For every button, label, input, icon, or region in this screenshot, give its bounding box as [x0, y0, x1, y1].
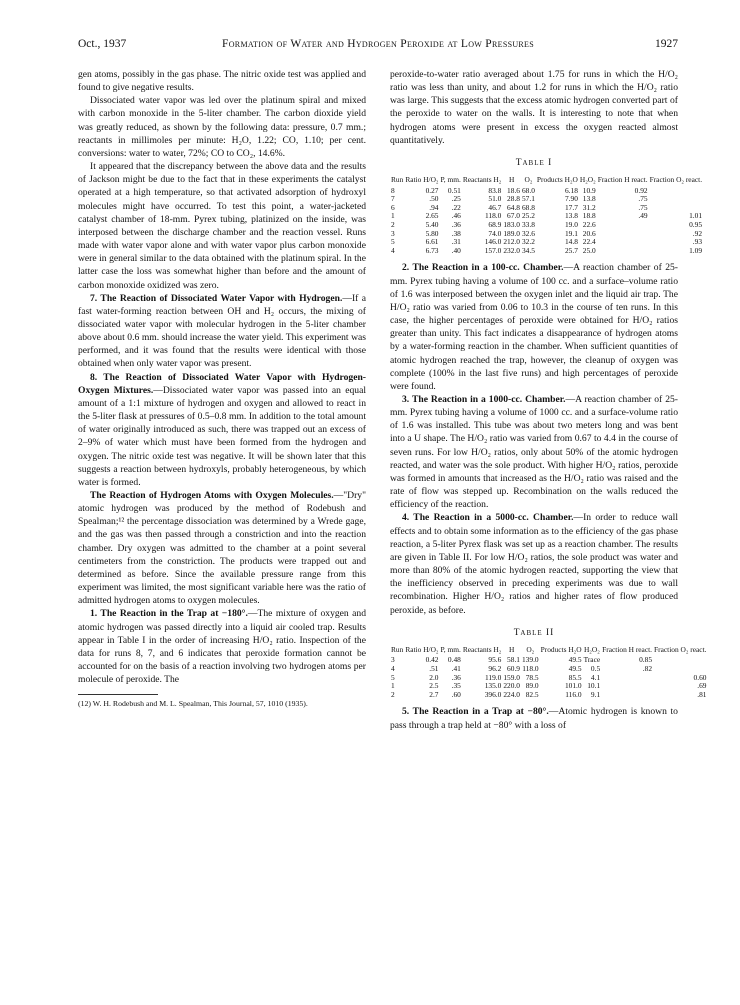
table-cell: .69	[697, 681, 707, 691]
running-header	[78, 38, 678, 54]
table-cell: 4.1	[590, 672, 601, 682]
table-1	[390, 176, 703, 255]
section-body: —A reaction chamber of 25-mm. Pyrex tubing having a volume of 100 cc. and a surface–volume ratio of 1.6 was interposed between the oxygen inlet and the liquid air trap. The H/O₂ ratio was varied from 0.06 to 10.3 in the course of ten runs. In this case, the higher percentages of peroxide were obtained for H/O₂ ratios greater than unity. This fact indicates a disappearance of hydrogen atoms by a water-forming reaction in the chamber. When sufficient quantities of atomic hydrogen reached the trap, however, the cleanup of oxygen was complete (100% in the last five runs) and high percentages of peroxide were found.	[390, 262, 679, 392]
table-cell: 82.5	[525, 689, 539, 699]
table-cell: 1.01	[689, 211, 703, 221]
table-cell: .22	[451, 202, 461, 212]
table-cell: .40	[451, 245, 461, 255]
table-cell: 14.8	[564, 237, 578, 247]
table-cell: 25.0	[582, 245, 596, 255]
table-cell: 34.5	[521, 245, 535, 255]
table-cell: 3	[391, 655, 395, 665]
table-header-cell: P, mm.	[440, 175, 461, 185]
table-cell: 22.6	[582, 220, 596, 230]
table-cell: 67.0	[507, 211, 520, 221]
table-cell: .82	[642, 664, 653, 673]
table-cell: .92	[692, 228, 703, 238]
section-hydrogen-oxygen	[78, 489, 366, 607]
section-heading: 4. The Reaction in a 5000-cc. Chamber.	[402, 512, 574, 524]
table-cell: .75	[638, 194, 648, 204]
table-cell: 49.5	[568, 655, 582, 665]
table-header-cell: Fraction H react.	[602, 644, 653, 654]
table-cell	[653, 654, 707, 665]
section-heading: 2. The Reaction in a 100-cc. Chamber.	[402, 262, 564, 274]
table-cell: 396.0	[484, 689, 502, 699]
section-heading: 8. The Reaction of Dissociated Water Vapor with Hydrogen-Oxygen Mixtures.	[78, 371, 366, 396]
table-cell: 85.5	[568, 672, 582, 682]
table-cell: 4	[391, 245, 395, 255]
table-cell: 46.7	[488, 202, 502, 212]
table-cell: 220.0	[503, 681, 520, 691]
table-cell: 83.8	[488, 185, 502, 195]
table-cell: 7.90	[564, 194, 578, 204]
table-cell: 10.9	[582, 185, 596, 195]
table-cell: 7	[391, 194, 395, 204]
table-cell: 64.8	[507, 202, 520, 212]
table-cell: 89.0	[525, 681, 539, 691]
table-cell: 10.1	[587, 681, 601, 691]
table-cell: 22.4	[582, 237, 596, 247]
table-cell: 6.18	[564, 185, 578, 195]
table-cell: 13.8	[582, 194, 596, 204]
table-header-cell: H₂O₂	[579, 175, 596, 185]
section-1	[78, 607, 366, 686]
table-cell: 189.0	[503, 228, 520, 238]
paragraph: It appeared that the discrepancy between the above data and the results of Jackson might be due to the fact that in these experiments the catalyst operated at a high temperature, so that activated adsorption of hydroxyl molecules might have occurred. To test this point, a water-jacketed catalyst chamber of 18-mm. Pyrex tubing, platinized on the inside, was interposed between the discharge chamber and the reaction vessel. Runs made with water vapor alone and with water vapor plus carbon monoxide were in general similar to the data obtained with the platinum spiral. In the latter case the loss was somewhat higher than before and the amount of carbon monoxide oxidized was zero.	[78, 161, 366, 291]
table-cell: 0.5	[590, 664, 601, 673]
section-heading: 7. The Reaction of Dissociated Water Vapor with Hydrogen.	[90, 292, 343, 304]
table-cell: .49	[638, 211, 648, 221]
table-cell: 0.95	[689, 220, 703, 230]
paragraph: gen atoms, possibly in the gas phase. The nitric oxide test was applied and found to give negative results.	[78, 69, 366, 94]
table-cell: 0.51	[447, 185, 461, 195]
table-cell: 139.0	[521, 655, 539, 665]
table-cell	[601, 691, 653, 700]
table-cell: .31	[451, 237, 461, 247]
table-cell: .38	[451, 228, 461, 238]
section-4	[390, 511, 678, 616]
table-cell: 5	[391, 237, 395, 247]
table-cell: .35	[451, 681, 461, 691]
table-cell: 57.1	[521, 194, 535, 204]
table-cell: 2.65	[425, 211, 439, 221]
table-cell: .36	[451, 220, 461, 230]
table-cell: Trace	[583, 655, 601, 665]
table-cell: 28.8	[507, 194, 520, 204]
table-cell: .36	[451, 672, 461, 682]
table-cell: 0.85	[639, 655, 653, 665]
table-header-cell: Fraction O₂ react.	[649, 175, 703, 185]
table-header-cell: Reactants H₂	[462, 175, 502, 185]
table-cell: 101.0	[564, 681, 582, 691]
table-cell: 0.27	[425, 185, 439, 195]
section-7	[78, 292, 366, 371]
table-cell: 13.8	[564, 211, 578, 221]
table-cell: 33.8	[521, 220, 535, 230]
table-cell: 0.48	[447, 655, 461, 665]
table-cell: 17.7	[564, 202, 578, 212]
table-cell: 25.2	[521, 211, 535, 221]
table-cell: .60	[451, 689, 461, 699]
section-body: —Atomic hydrogen is known to pass through a trap held at −80° with a loss of	[390, 706, 678, 731]
table-cell	[597, 230, 649, 239]
section-3	[390, 393, 678, 511]
table-cell: 68.8	[521, 202, 535, 212]
table-cell: 1.09	[689, 245, 703, 255]
table-cell: 32.6	[521, 228, 535, 238]
table-cell	[649, 185, 703, 196]
table-cell: 20.6	[582, 228, 596, 238]
table-cell: 51.0	[488, 194, 502, 204]
table-cell: 0.42	[425, 655, 439, 665]
table-cell: 49.5	[568, 664, 582, 673]
table-cell: 31.2	[582, 202, 596, 212]
table-cell: 4	[391, 664, 395, 673]
page-number: 1927	[655, 38, 678, 50]
table-cell: 96.2	[488, 664, 502, 673]
table-cell: 58.1	[507, 655, 520, 665]
table-header-cell: O₂	[524, 175, 533, 185]
paragraph: Dissociated water vapor was led over the platinum spiral and mixed with carbon monoxide in the 5-liter chamber. The carbon dioxide yield was greatly reduced, as shown by the following data: pressure, 0.7 mm.; reactants in millimoles per minute: H₂O, 1.22; CO, 1.10; per cent. conversions: water to water, 72%; CO to CO₂, 14.6%.	[78, 95, 366, 159]
table-cell: 232.0	[503, 245, 520, 255]
table-header-cell: H	[508, 644, 515, 654]
table-cell: 183.0	[503, 220, 520, 230]
table-1-caption: Table I	[515, 157, 553, 168]
table-cell: 32.2	[521, 237, 535, 247]
section-body: —"Dry" atomic hydrogen was produced by the method of Rodebush and Spealman;¹² the percentage dissociation was determined by a Wrede gage, and the gas was then passed through a constriction and into the reaction chamber. Dry oxygen was admitted to the chamber at a point several centimeters from the constriction. The products were trapped out and determined as before. Since the available pressure range from this experiment was limited, the most significant variable here was the ratio of admitted hydrogen atoms to oxygen molecules.	[78, 490, 366, 607]
table-2-caption: Table II	[513, 627, 555, 638]
section-body: —A reaction chamber of 25-mm. Pyrex tubing having a volume of 1000 cc. and a surface-volume ratio of 1.6 was installed. This tube was about two meters long and was bent into a U shape. The H/O₂ ratio was varied from 0.67 to 4.4 in the course of seven runs. For low H/O₂ ratios, only about 50% of the atomic hydrogen reacted, and water was the sole product. With higher H/O₂ ratios, peroxide was formed in amounts that increased as the H/O₂ ratio was raised and the rate of flow was stepped up. Recombination on the walls reduced the efficiency of the reaction.	[390, 394, 678, 511]
table-cell: 6.73	[425, 245, 439, 255]
table-cell: 2	[391, 689, 395, 699]
section-body: —If a fast water-forming reaction between OH and H₂ occurs, the mixing of dissociated water vapor with molecular hydrogen in the 5-liter chamber above about 0.6 mm. should increase the water yield. This experiment was performed, and it was found that the results were identical with those obtained when only water vapor was present.	[78, 292, 366, 370]
table-cell	[597, 221, 649, 230]
table-row	[390, 247, 703, 256]
table-cell: 25.7	[564, 245, 578, 255]
table-header-cell: H	[508, 175, 515, 185]
footnote: (12) W. H. Rodebush and M. L. Spealman, This Journal, 57, 1010 (1935).	[78, 699, 308, 709]
right-column	[390, 68, 707, 732]
table-cell: .51	[429, 664, 439, 673]
table-cell: 60.9	[507, 664, 520, 673]
paragraph: peroxide-to-water ratio averaged about 1.75 for runs in which the H/O₂ ratio was less than unity, and about 1.2 for runs in which the H/O₂ ratio was large. This suggests that the excess atomic hydrogen converted part of the peroxide to water on the walls. It is interesting to note that when hydrogen atoms were present in excess the oxygen reacted almost quantitatively.	[390, 69, 678, 146]
section-body: —In order to reduce wall effects and to obtain some information as to the efficiency of the gas phase reaction, a 5-liter Pyrex flask was set up as a reaction chamber. The results are given in Table II. For low H/O₂ ratios, the sole product was water and more than 80% of the atomic hydrogen reacted, supporting the view that the inefficiency observed in preceding experiments was due to wall recombination. Higher H/O₂ ratios and higher rates of flow produced peroxide, as before.	[390, 512, 678, 616]
table-cell: 68.0	[521, 185, 535, 195]
table-cell: 157.0	[484, 245, 502, 255]
table-cell	[649, 195, 703, 204]
table-cell: 159.0	[503, 672, 520, 682]
table-header-cell: P, mm.	[440, 644, 461, 654]
table-cell: 8	[391, 185, 395, 195]
table-cell: 0.60	[693, 672, 707, 682]
table-cell: .41	[451, 664, 461, 673]
table-cell: .25	[451, 194, 461, 204]
section-8	[78, 371, 366, 489]
table-cell: 118.0	[484, 211, 502, 221]
table-cell: 9.1	[590, 689, 601, 699]
table-header-cell: Fraction O₂ react.	[654, 644, 707, 654]
table-header-cell: Ratio H/O₂	[405, 175, 439, 185]
table-cell: 18.6	[507, 185, 520, 195]
table-cell: 0.92	[634, 185, 648, 195]
table-cell: 5.40	[425, 220, 439, 230]
table-cell: 6.61	[425, 237, 439, 247]
table-cell	[597, 238, 649, 247]
table-header-cell: Fraction H react.	[597, 175, 648, 185]
table-header-row	[390, 176, 703, 185]
table-cell: 5.80	[425, 228, 439, 238]
table-cell: 2.5	[429, 681, 439, 691]
table-cell: 2.7	[429, 689, 439, 699]
table-cell: 2	[391, 220, 395, 230]
section-body: —Dissociated water vapor was passed into an equal amount of a 1:1 mixture of hydrogen and oxygen and allowed to react in the 5-liter flask at pressures of 0.5–0.8 mm. In addition to the total amount of water originally introduced as such, there was trapped out an excess of 2–9% of water which must have been formed from the hydrogen and oxygen. The nitric oxide test was negative. It will be shown later that this suggests a reaction between hydroxyls, probably heterogeneous, by which water is formed.	[78, 384, 367, 488]
table-cell: 119.0	[484, 672, 502, 682]
table-cell: 3	[391, 228, 395, 238]
table-cell: 5	[391, 672, 395, 682]
section-2	[390, 261, 678, 393]
table-cell: 1	[391, 681, 395, 691]
section-body: —The mixture of oxygen and atomic hydrogen was passed directly into a liquid air cooled trap. Results appear in Table I in the order of increasing H/O₂ ratio. Inspection of the data for runs 8, 7, and 6 indicates that peroxide formation cannot be accounted for on the basis of a reaction involving two hydrogen atoms per molecule of peroxide. The	[78, 608, 366, 686]
section-heading: 5. The Reaction in a Trap at −80°.	[402, 706, 549, 718]
table-cell	[601, 674, 653, 683]
header-date: Oct., 1937	[78, 38, 127, 50]
section-heading: 1. The Reaction in the Trap at −180°.	[90, 608, 248, 620]
table-cell: .46	[451, 211, 461, 221]
section-5	[390, 705, 678, 731]
table-header-cell: Products H₂O	[536, 175, 578, 185]
table-cell: 224.0	[503, 689, 520, 699]
table-cell: 95.6	[488, 655, 502, 665]
table-header-cell: Products H₂O	[540, 644, 582, 654]
section-heading: 3. The Reaction in a 1000-cc. Chamber.	[402, 394, 566, 405]
footnote-rule	[78, 694, 158, 695]
table-cell: 135.0	[484, 681, 502, 691]
table-cell: 18.8	[582, 211, 596, 221]
table-header-row	[390, 646, 707, 655]
table-cell	[597, 247, 649, 256]
table-cell: 6	[391, 202, 395, 212]
table-cell: 74.0	[488, 228, 502, 238]
table-header-cell: Run	[391, 175, 404, 185]
table-cell: 68.9	[488, 220, 502, 230]
table-cell: 78.5	[525, 672, 539, 682]
table-cell: 116.0	[565, 689, 582, 699]
table-cell: 118.0	[522, 664, 539, 673]
table-cell: 19.1	[564, 228, 578, 238]
table-cell: 2.0	[429, 672, 439, 682]
table-header-cell: Reactants H₂	[462, 644, 502, 654]
table-cell: .75	[638, 202, 648, 212]
table-cell: 146.0	[484, 237, 502, 247]
table-cell: 1	[391, 211, 395, 221]
table-header-cell: O₂	[526, 644, 535, 654]
table-2	[390, 646, 707, 700]
table-cell: .93	[692, 237, 703, 247]
table-cell	[601, 682, 653, 691]
table-header-cell: H₂O₂	[583, 644, 600, 654]
table-cell: .94	[429, 202, 439, 212]
table-header-cell: Run	[391, 644, 404, 654]
section-heading: The Reaction of Hydrogen Atoms with Oxygen Molecules.	[90, 490, 334, 501]
table-cell: 19.0	[564, 220, 578, 230]
table-cell: .50	[429, 194, 439, 204]
table-cell: .81	[697, 689, 707, 699]
table-cell: 212.0	[503, 237, 520, 247]
table-row	[390, 691, 707, 700]
left-column	[78, 68, 366, 709]
header-title: Formation of Water and Hydrogen Peroxide at Low Pressures	[222, 38, 534, 50]
table-header-cell: Ratio H/O₂	[405, 644, 439, 654]
